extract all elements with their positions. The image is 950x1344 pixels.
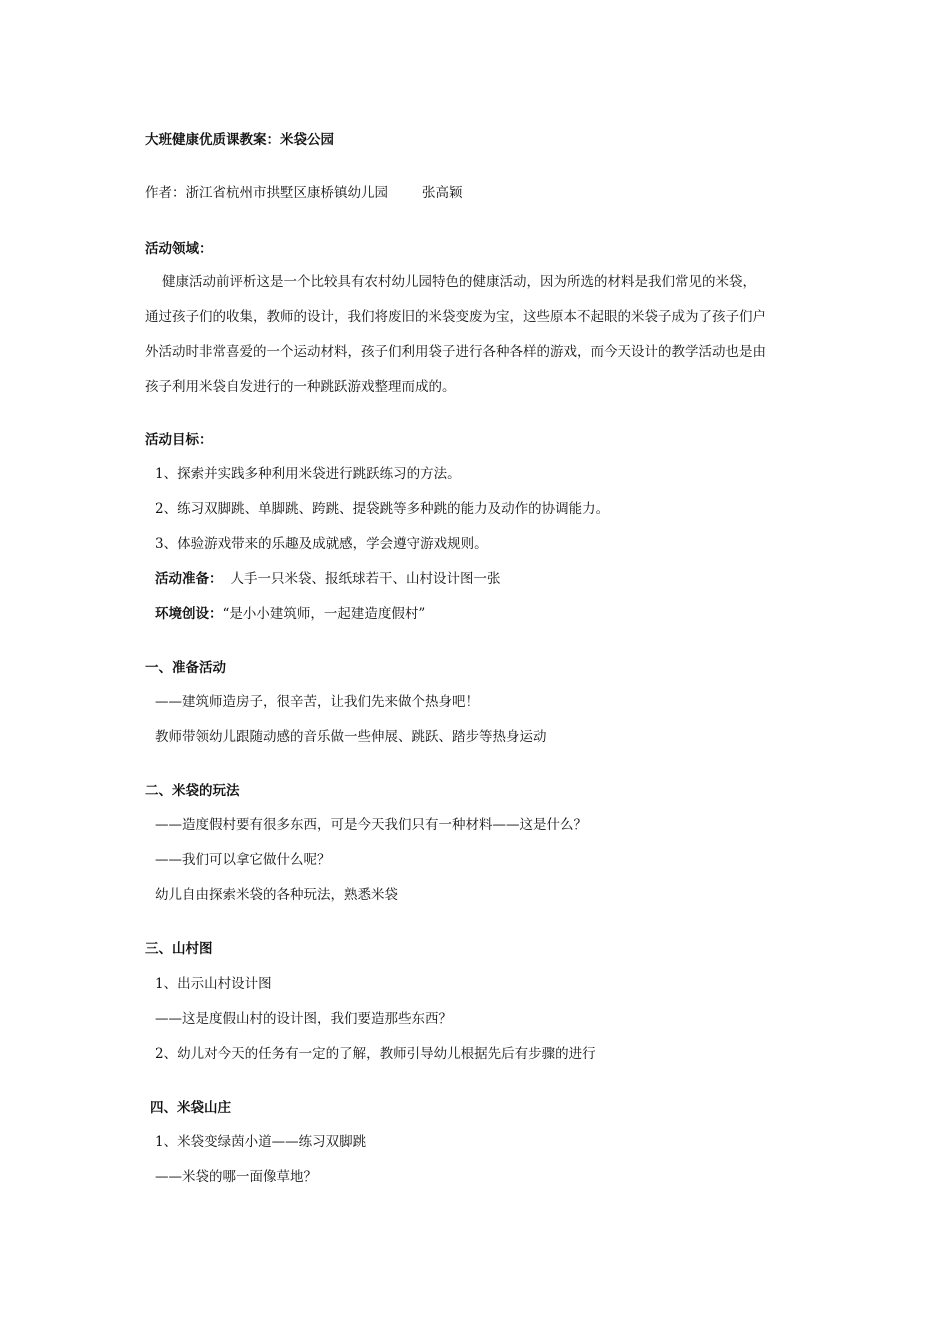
section-line: ——我们可以拿它做什么呢？ xyxy=(155,852,331,868)
domain-paragraph-line: 孩子利用米袋自发进行的一种跳跃游戏整理而成的。 xyxy=(145,379,456,395)
goal-item: 3、体验游戏带来的乐趣及成就感，学会遵守游戏规则。 xyxy=(155,536,488,552)
section-line: ——米袋的哪一面像草地？ xyxy=(155,1169,317,1185)
author-line xyxy=(145,181,463,201)
author-label: 作者：浙江省杭州市拱墅区康桥镇幼儿园 xyxy=(145,185,388,201)
section-line: 1、出示山村设计图 xyxy=(155,976,272,992)
env-label: 环境创设： xyxy=(155,606,223,622)
goals-heading: 活动目标： xyxy=(145,432,213,448)
section-heading: 二、米袋的玩法 xyxy=(145,783,240,799)
domain-paragraph-line: 外活动时非常喜爱的一个运动材料，孩子们利用袋子进行各种各样的游戏，而今天设计的教学活动也是由 xyxy=(145,344,766,360)
author-name: 张高颖 xyxy=(422,185,463,201)
domain-heading: 活动领域： xyxy=(145,241,213,257)
prep-line xyxy=(155,567,501,587)
section-line: 幼儿自由探索米袋的各种玩法，熟悉米袋 xyxy=(155,887,398,903)
document-title: 大班健康优质课教案：米袋公园 xyxy=(145,132,334,148)
section-heading: 四、米袋山庄 xyxy=(150,1100,231,1116)
section-heading: 三、山村图 xyxy=(145,941,213,957)
section-line: 1、米袋变绿茵小道——练习双脚跳 xyxy=(155,1134,367,1150)
section-line: ——造度假村要有很多东西，可是今天我们只有一种材料——这是什么？ xyxy=(155,817,587,833)
section-line: ——这是度假山村的设计图，我们要造那些东西？ xyxy=(155,1011,452,1027)
goal-item: 2、练习双脚跳、单脚跳、跨跳、提袋跳等多种跳的能力及动作的协调能力。 xyxy=(155,501,610,517)
prep-text: 人手一只米袋、报纸球若干、山村设计图一张 xyxy=(230,571,501,587)
env-text: “是小小建筑师，一起建造度假村” xyxy=(222,606,426,622)
section-line: 2、幼儿对今天的任务有一定的了解，教师引导幼儿根据先后有步骤的进行 xyxy=(155,1046,596,1062)
section-line: ——建筑师造房子，很辛苦，让我们先来做个热身吧！ xyxy=(155,694,479,710)
prep-label: 活动准备： xyxy=(155,571,223,587)
domain-paragraph-line: 健康活动前评析这是一个比较具有农村幼儿园特色的健康活动，因为所选的材料是我们常见的米袋， xyxy=(162,274,756,290)
goal-item: 1、探索并实践多种利用米袋进行跳跃练习的方法。 xyxy=(155,466,461,482)
section-line: 教师带领幼儿跟随动感的音乐做一些伸展、跳跃、踏步等热身运动 xyxy=(155,729,547,745)
section-heading: 一、准备活动 xyxy=(145,660,226,676)
env-line xyxy=(155,602,425,622)
domain-paragraph-line: 通过孩子们的收集，教师的设计，我们将废旧的米袋变废为宝，这些原本不起眼的米袋子成为了孩子们户 xyxy=(145,309,766,325)
